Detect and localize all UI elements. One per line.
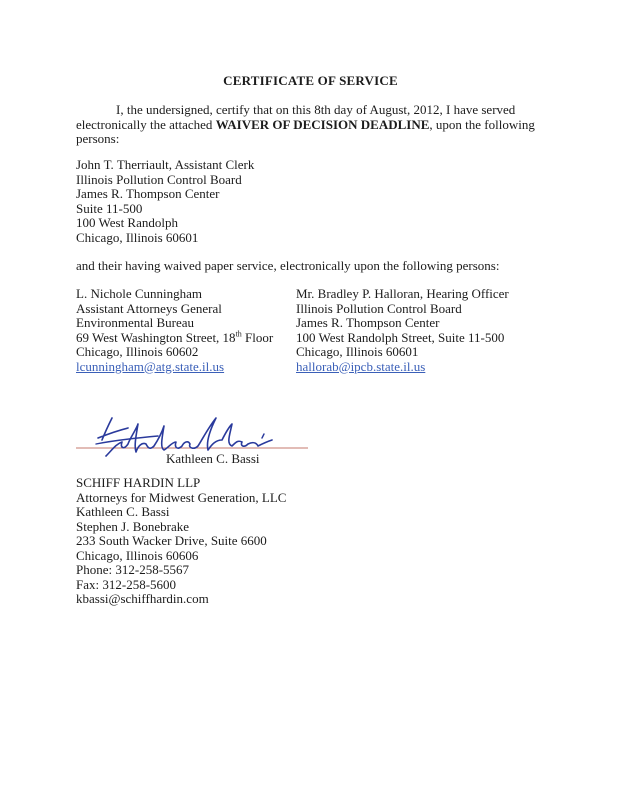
recipient-city: Chicago, Illinois 60602 <box>76 344 199 359</box>
recipient-name: Mr. Bradley P. Halloran, Hearing Officer <box>296 286 509 301</box>
address-line: Chicago, Illinois 60601 <box>76 229 199 245</box>
recipient-building: James R. Thompson Center <box>296 315 440 330</box>
recipient-org: Environmental Bureau <box>76 315 195 330</box>
attorney-name: Kathleen C. Bassi <box>76 504 170 519</box>
firm-street: 233 South Wacker Drive, Suite 6600 <box>76 533 267 548</box>
recipient-city: Chicago, Illinois 60601 <box>296 344 419 359</box>
address-line: James R. Thompson Center <box>76 186 220 201</box>
recipient-email-link[interactable]: hallorab@ipcb.state.il.us <box>296 358 426 374</box>
recipient-name: L. Nichole Cunningham <box>76 286 203 301</box>
firm-phone: Phone: 312-258-5567 <box>76 562 190 577</box>
recipient-title: Assistant Attorneys General <box>76 300 222 316</box>
address-line: John T. Therriault, Assistant Clerk <box>76 157 255 172</box>
signatory-printed-name: Kathleen C. Bassi <box>166 451 260 466</box>
firm-fax: Fax: 312-258-5600 <box>76 576 177 592</box>
waived-service-statement: and their having waived paper service, electronically upon the following persons: <box>76 258 500 273</box>
street-text-end: Floor <box>241 329 274 345</box>
firm-role: Attorneys for Midwest Generation, LLC <box>76 489 287 505</box>
recipient-right-address <box>296 287 509 374</box>
attorney-name: Stephen J. Bonebrake <box>76 518 190 534</box>
document-heading: CERTIFICATE OF SERVICE <box>223 73 398 88</box>
recipient-street: 100 West Randolph Street, Suite 11-500 <box>296 329 505 345</box>
served-document-title: WAIVER OF DECISION DEADLINE <box>215 116 430 132</box>
firm-email: kbassi@schiffhardin.com <box>76 591 209 606</box>
intro-text-end: , upon the following persons: <box>76 116 535 146</box>
address-line: Suite 11-500 <box>76 200 143 216</box>
firm-city: Chicago, Illinois 60606 <box>76 547 199 563</box>
signature-block <box>76 410 316 470</box>
ordinal-suffix: th <box>235 329 242 339</box>
recipient-email-link[interactable]: lcunningham@atg.state.il.us <box>76 358 225 374</box>
recipient-org: Illinois Pollution Control Board <box>296 300 462 316</box>
intro-text: I, the undersigned, certify that on this 8th day of August, 2012, I have served electronically the attached <box>76 102 516 132</box>
primary-recipient-address <box>76 158 254 245</box>
address-line: Illinois Pollution Control Board <box>76 171 242 187</box>
certification-paragraph <box>76 103 546 147</box>
recipient-left-address <box>76 287 273 374</box>
firm-name: SCHIFF HARDIN LLP <box>76 475 201 490</box>
address-line: 100 West Randolph <box>76 215 178 230</box>
street-text: 69 West Washington Street, 18 <box>76 329 236 345</box>
recipient-street <box>76 331 273 346</box>
firm-contact-block <box>76 476 286 607</box>
